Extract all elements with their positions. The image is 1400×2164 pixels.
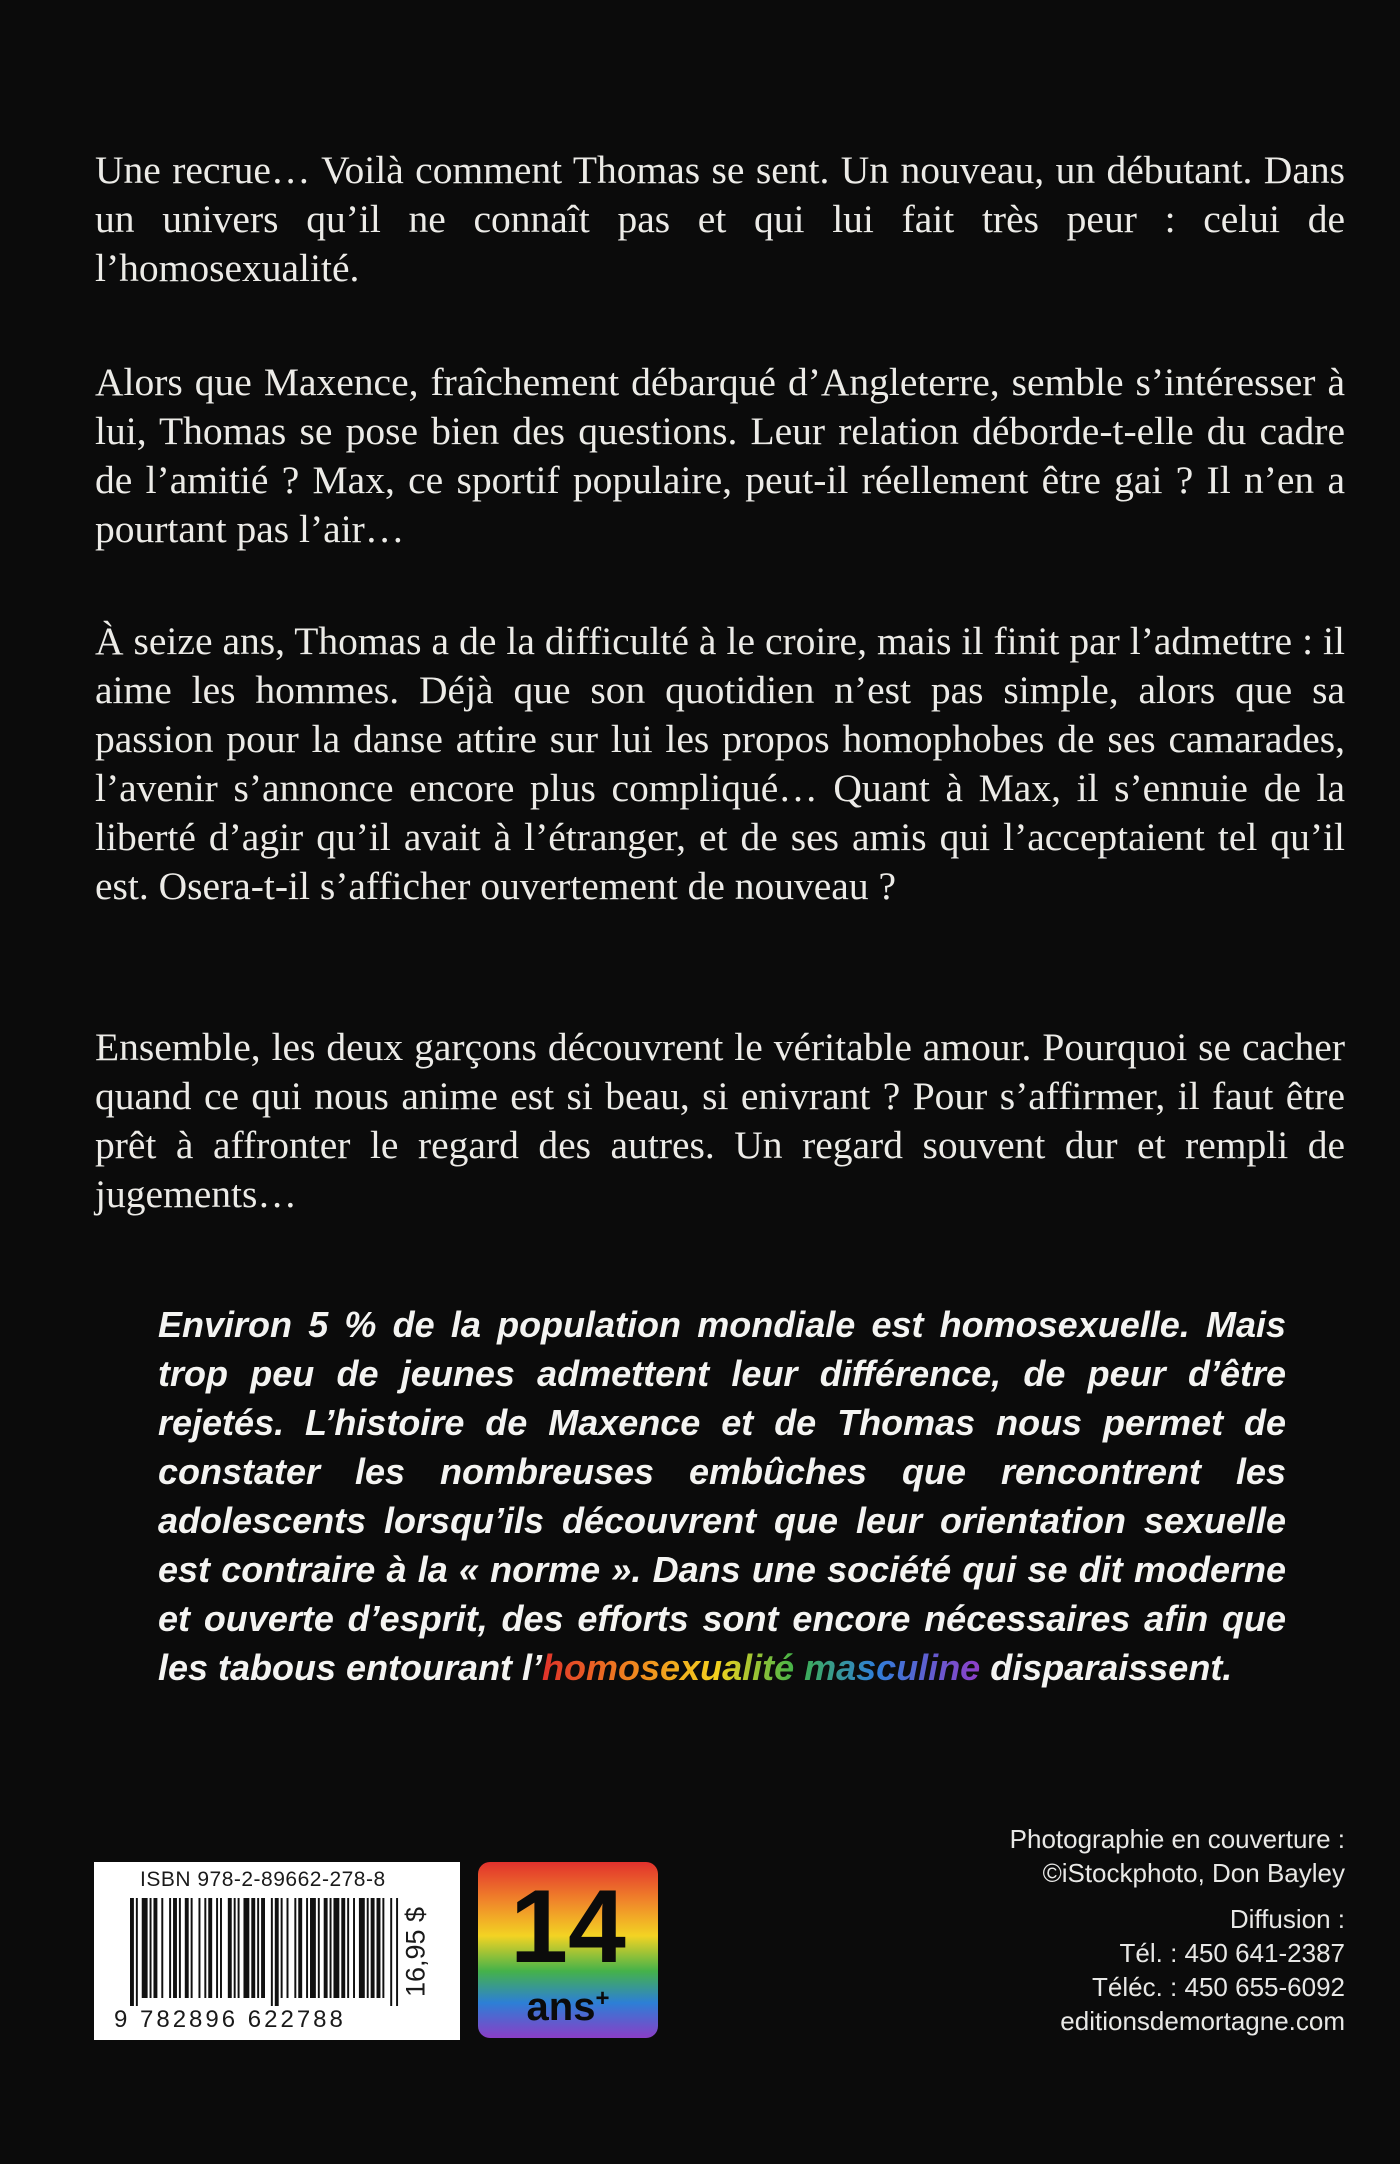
barcode-bar [330,1898,332,1998]
diffusion-label: Diffusion : [1229,1904,1345,1934]
barcode-bar [173,1898,177,1998]
barcode-bar [220,1898,222,1998]
synopsis-paragraph-1 [95,146,1345,293]
barcode-bar [347,1898,349,1998]
barcode-bar [228,1898,232,1998]
barcode-bar [390,1898,392,2006]
barcode-bar [382,1898,384,1998]
barcode-bar [341,1898,345,1998]
barcode-bar [377,1898,381,1998]
barcode-bar [185,1898,189,1998]
barcode-bar [257,1898,259,1998]
barcode-bar [298,1898,302,1998]
barcode-bar [353,1898,355,1998]
paragraph-text: Une recrue… Voilà comment Thomas se sent. Un nouveau, un débutant. Dans un univers qu’il ne connaît pas et qui lui fait très peur : celui de l’homosexualité. [95,148,1345,290]
age-rating-badge [478,1862,658,2038]
barcode-bar [153,1898,157,1998]
barcode-digits: 9 782896 622788 [114,2006,346,2033]
synopsis-paragraph-4 [95,1023,1345,1219]
barcode-bar [251,1898,255,1998]
barcode-bar [281,1898,283,1998]
photo-credit-label: Photographie en couverture : [1009,1824,1345,1854]
publisher-credits [825,1822,1345,2038]
barcode-bar [318,1898,320,1998]
paragraph-text: Ensemble, les deux garçons découvrent le véritable amour. Pourquoi se cacher quand ce qui nous anime est si beau, si enivrant ? Pour s’affirmer, il faut être prêt à affronter le regard des autres. Un regard souvent dur et rempli de jugements… [95,1025,1345,1216]
price-label: 16,95 $ [400,1906,431,1998]
barcode-bar [310,1898,316,1998]
barcode-bar [216,1898,218,1998]
phone-number: Tél. : 450 641-2387 [1119,1938,1345,1968]
barcode-bar [271,1898,273,2006]
barcode-bar [234,1898,236,1998]
barcode-bar [136,1898,138,2006]
paragraph-text: Alors que Maxence, fraîchement débarqué d’Angleterre, semble s’intéresser à lui, Thomas se pose bien des questions. Leur relation déborde-t-elle du cadre de l’amitié ? Max, ce sportif populaire, peut-il réellement être gai ? Il n’en a pourtant pas l’air… [95,360,1345,551]
barcode-bar [371,1898,375,1998]
barcode-bar [306,1898,308,1998]
barcode-bar [359,1898,365,1998]
barcode-bar [261,1898,265,1998]
barcode-bar [191,1898,193,1998]
barcode-bar [161,1898,163,1998]
age-number: 14 [510,1869,626,1985]
barcode-bar [179,1898,181,1998]
fax-number: Téléc. : 450 655-6092 [1092,1972,1345,2002]
barcode-bar [204,1898,206,1998]
barcode-bar [324,1898,328,1998]
barcode-bar [294,1898,296,1998]
barcode-bar [150,1898,152,1998]
barcode-bar [130,1898,134,2006]
barcode-bar [142,1898,148,1998]
barcode-bar [367,1898,369,1998]
barcode-bar [396,1898,398,2006]
blurb-rainbow-highlight: homosexualité masculine [542,1647,981,1688]
barcode-bar [275,1898,279,2006]
barcode-bars [130,1898,400,2006]
barcode-bar [333,1898,339,1998]
paragraph-text: À seize ans, Thomas a de la difficulté à le croire, mais il finit par l’admettre : il aime les hommes. Déjà que son quotidien n’est pas simple, alors que sa passion pour la danse attire sur lui les propos homophobes de ses camarades, l’avenir s’annonce encore plus compliqué… Quant à Max, il s’ennuie de la liberté d’agir qu’il avait à l’étranger, et de ses amis qui l’acceptaient tel qu’il est. Osera-t-il s’afficher ouvertement de nouveau ? [95,619,1345,908]
publisher-website: editionsdemortagne.com [1060,2006,1345,2036]
barcode-bar [169,1898,171,1998]
blurb-ending: disparaissent. [980,1647,1233,1688]
barcode-bar [287,1898,289,1998]
barcode-bar [243,1898,249,1998]
isbn-label: ISBN 978-2-89662-278-8 [140,1868,386,1891]
barcode-bar [208,1898,212,1998]
barcode-bar [238,1898,240,1998]
photo-credit: ©iStockphoto, Don Bayley [1042,1858,1345,1888]
age-unit [478,1976,658,2030]
isbn-barcode [94,1862,460,2040]
synopsis-paragraph-2 [95,358,1345,554]
age-unit-text: ans [526,1985,596,2029]
age-plus: + [595,1985,610,2012]
blurb-text: Environ 5 % de la population mondiale est homosexuelle. Mais trop peu de jeunes admettent leur différence, de peur d’être rejetés. L’histoire de Maxence et de Thomas nous permet de constater les nombreuses embûches que rencontrent les adolescents lorsqu’ils découvrent que leur orientation sexuelle est contraire à la « norme ». Dans une société qui se dit moderne et ouverte d’esprit, des efforts sont encore nécessaires afin que les tabous entourant l’ [158,1304,1286,1688]
highlight-blurb [158,1300,1286,1692]
synopsis-paragraph-3 [95,617,1345,911]
barcode-bar [198,1898,200,1998]
